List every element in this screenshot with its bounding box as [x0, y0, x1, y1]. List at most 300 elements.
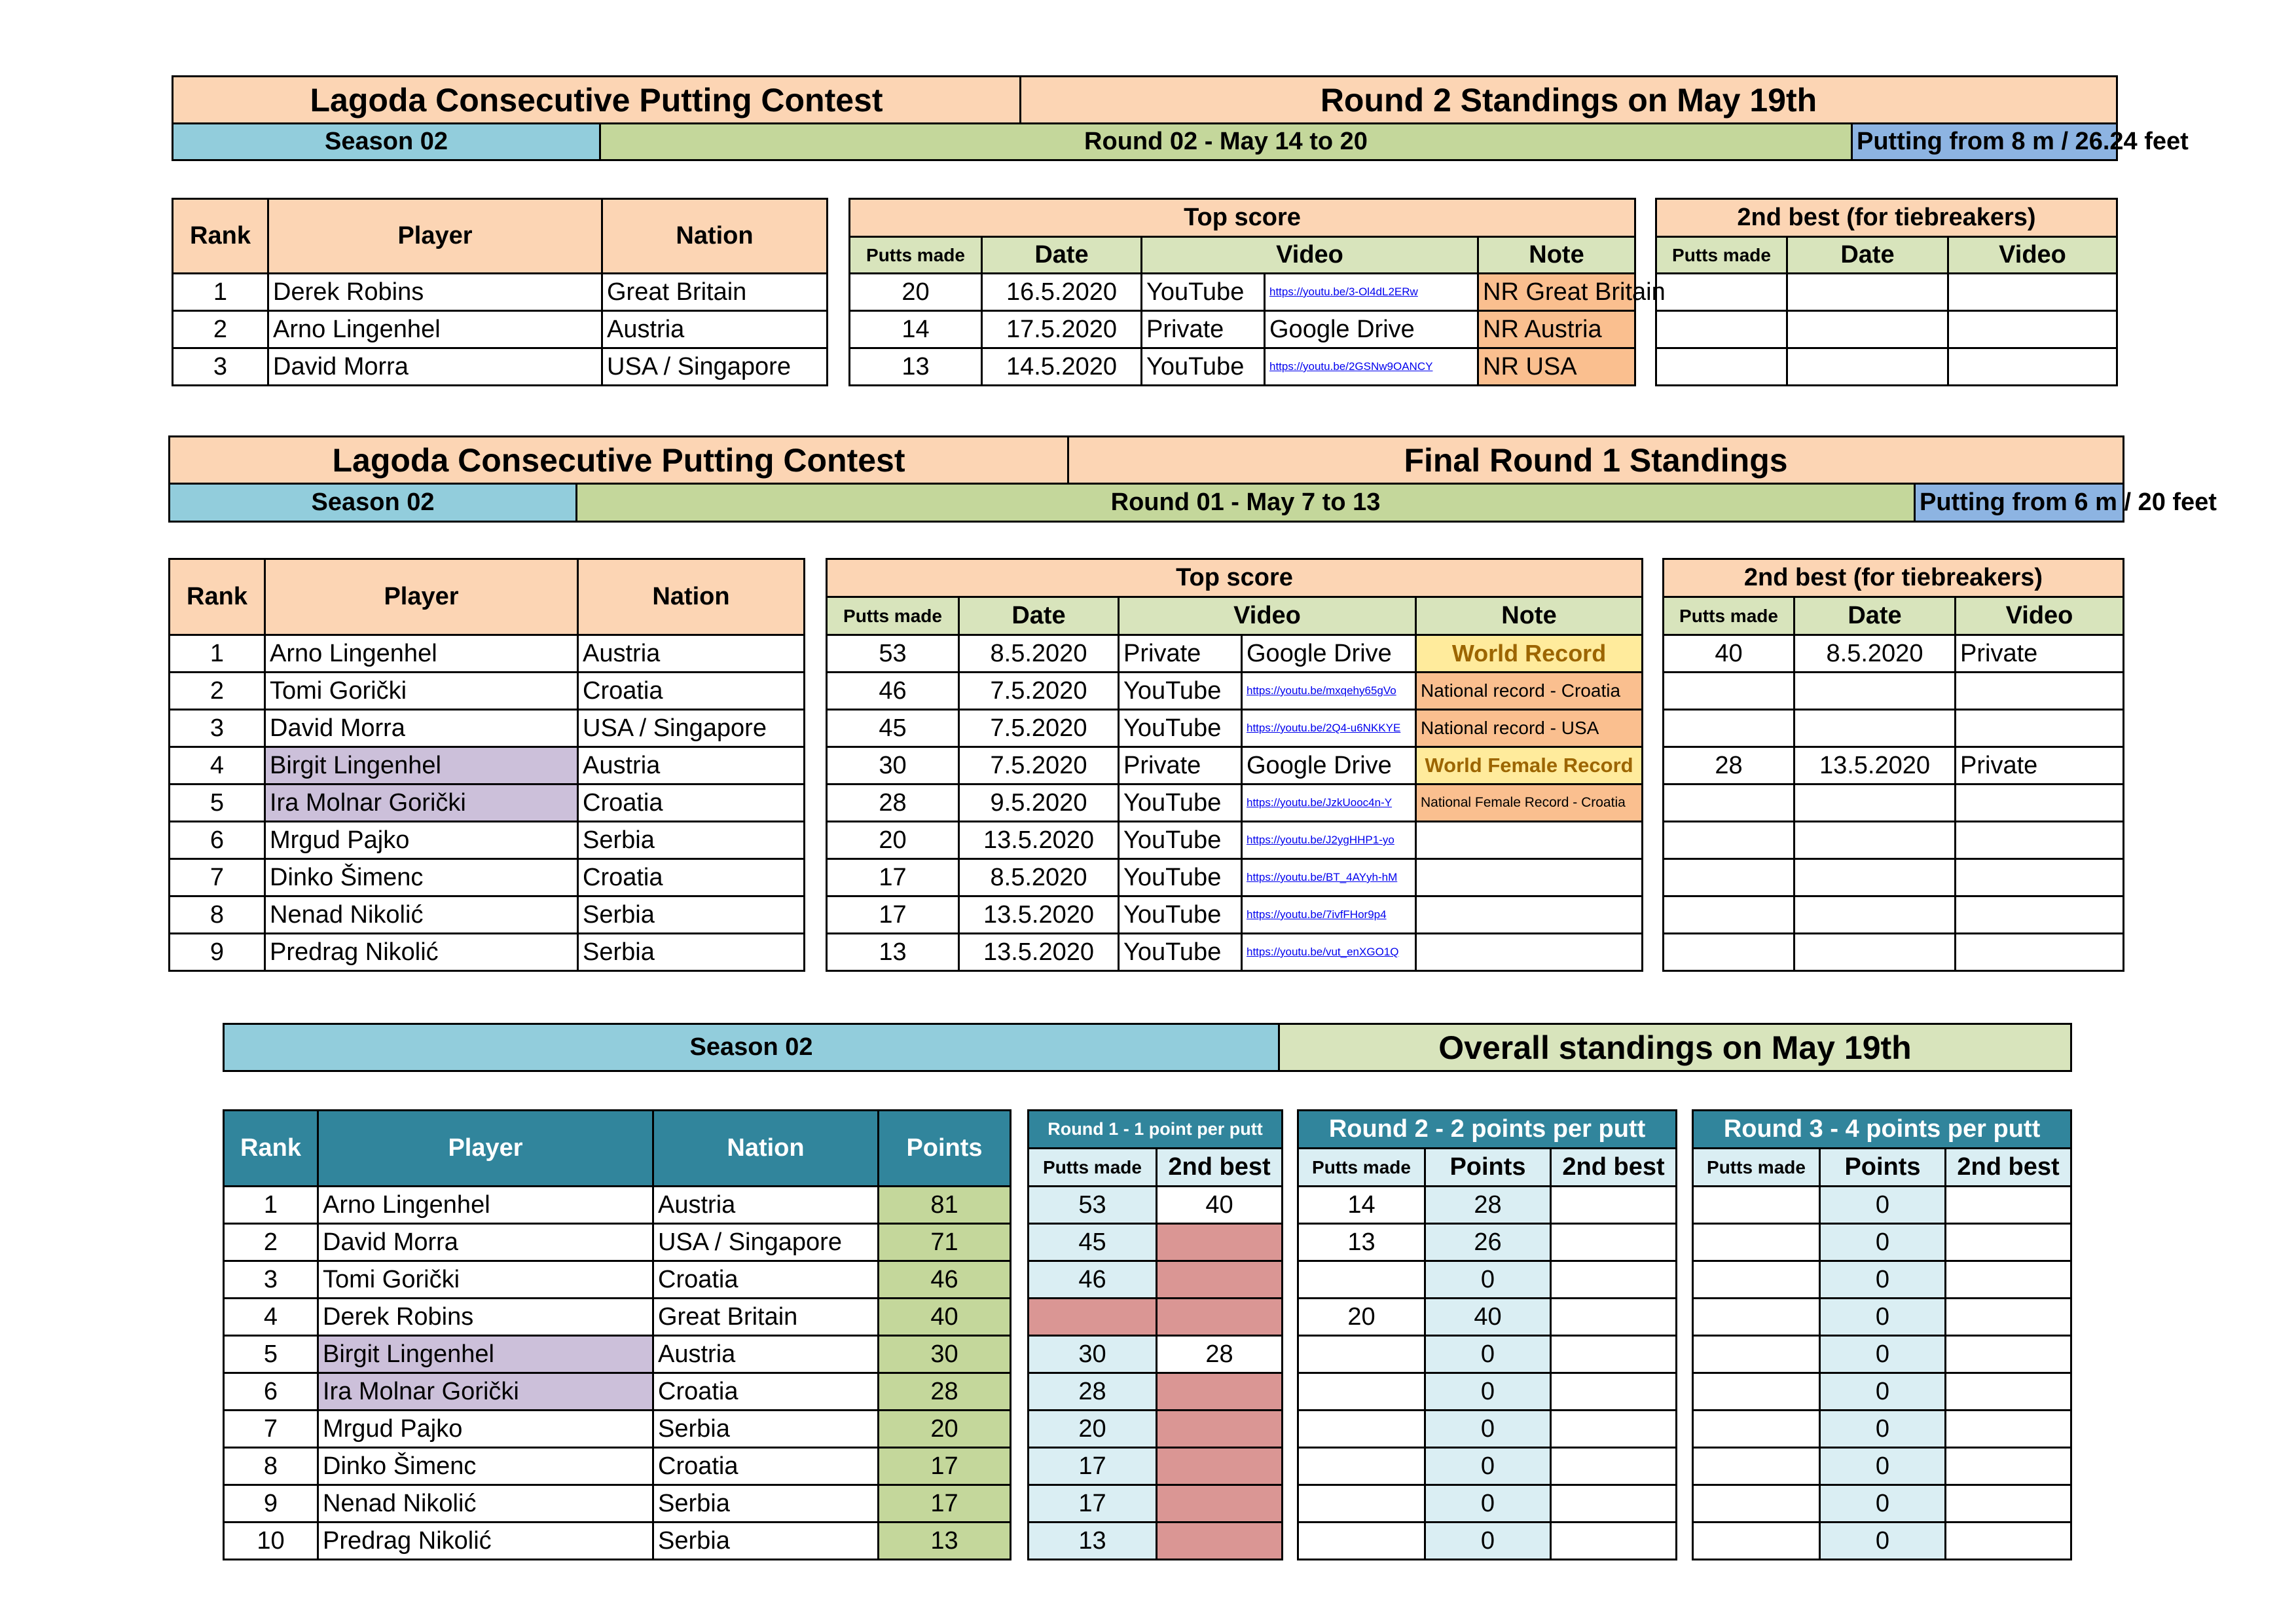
putts-cell: 28 — [827, 784, 959, 822]
round2-player-row — [173, 348, 828, 386]
putts-cell — [1693, 1448, 1820, 1485]
nation-cell: Serbia — [578, 822, 805, 859]
putts-cell: 28 — [1029, 1373, 1157, 1411]
second-best-cell — [1157, 1224, 1283, 1261]
putts-cell — [1664, 822, 1795, 859]
round1-points-header: Round 1 - 1 point per putt — [1029, 1111, 1283, 1149]
second-best-cell — [1551, 1224, 1677, 1261]
putts-cell — [1664, 673, 1795, 710]
putts-cell — [1693, 1299, 1820, 1336]
player-cell: Dinko Šimenc — [265, 859, 578, 896]
putts-made-header: Putts made — [827, 597, 959, 635]
second-best-cell — [1946, 1261, 2071, 1299]
video-link-cell — [1265, 274, 1478, 311]
putts-cell — [1656, 274, 1787, 311]
round1-player-row — [170, 784, 805, 822]
second-best-cell — [1946, 1448, 2071, 1485]
putts-cell: 45 — [1029, 1224, 1157, 1261]
overall-round2-row — [1298, 1261, 1677, 1299]
points-cell: 28 — [1425, 1187, 1551, 1224]
rank-cell: 2 — [224, 1224, 318, 1261]
points-cell: 0 — [1820, 1411, 1946, 1448]
putts-cell: 13 — [1298, 1224, 1425, 1261]
points-cell: 0 — [1820, 1299, 1946, 1336]
overall-round3-row — [1693, 1299, 2071, 1336]
putts-cell: 14 — [1298, 1187, 1425, 1224]
second-best-cell — [1157, 1299, 1283, 1336]
putts-made-header: Putts made — [1693, 1149, 1820, 1187]
putts-cell: 17 — [827, 896, 959, 934]
date-cell: 9.5.2020 — [959, 784, 1119, 822]
video-source-cell: YouTube — [1142, 274, 1265, 311]
putts-cell: 14 — [850, 311, 982, 348]
second-best-header: 2nd best — [1551, 1149, 1677, 1187]
overall-round3-row — [1693, 1224, 2071, 1261]
video-cell — [1956, 934, 2124, 971]
round1-score-row — [827, 784, 1643, 822]
round2-secondbest-row — [1656, 311, 2117, 348]
overall-round2-row — [1298, 1448, 1677, 1485]
round1-secondbest-table — [1662, 558, 2124, 972]
points-cell: 0 — [1425, 1373, 1551, 1411]
rank-cell: 4 — [224, 1299, 318, 1336]
round1-player-row — [170, 934, 805, 971]
round1-distance: Putting from 6 m / 20 feet — [1915, 484, 2124, 522]
player-cell: Dinko Šimenc — [318, 1448, 653, 1485]
note-cell: World Female Record — [1416, 747, 1643, 784]
player-header: Player — [265, 559, 578, 635]
video-source-cell: YouTube — [1119, 934, 1242, 971]
video-link[interactable]: https://youtu.be/vut_enXGO1Q — [1247, 946, 1399, 958]
putts-cell — [1693, 1373, 1820, 1411]
second-best-header: 2nd best (for tiebreakers) — [1656, 199, 2117, 237]
note-cell: World Record — [1416, 635, 1643, 673]
putts-cell — [1298, 1261, 1425, 1299]
video-source-cell: Private — [1119, 747, 1242, 784]
overall-round3-row — [1693, 1261, 2071, 1299]
nation-cell: Austria — [578, 747, 805, 784]
putts-cell: 28 — [1664, 747, 1795, 784]
overall-player-row — [224, 1485, 1011, 1522]
second-best-cell: 28 — [1157, 1336, 1283, 1373]
second-best-cell — [1551, 1448, 1677, 1485]
overall-player-row — [224, 1448, 1011, 1485]
overall-round3-row — [1693, 1448, 2071, 1485]
putts-cell: 40 — [1664, 635, 1795, 673]
nation-cell: Croatia — [653, 1373, 879, 1411]
date-header: Date — [1787, 237, 1948, 274]
points-cell: 28 — [879, 1373, 1011, 1411]
player-cell: Predrag Nikolić — [318, 1522, 653, 1560]
date-cell: 17.5.2020 — [982, 311, 1142, 348]
overall-round2-row — [1298, 1224, 1677, 1261]
second-best-cell — [1946, 1299, 2071, 1336]
overall-player-row — [224, 1411, 1011, 1448]
putts-cell: 13 — [827, 934, 959, 971]
points-cell: 81 — [879, 1187, 1011, 1224]
date-cell — [1787, 274, 1948, 311]
note-cell: National record - Croatia — [1416, 673, 1643, 710]
overall-round3-row — [1693, 1336, 2071, 1373]
putts-cell — [1693, 1411, 1820, 1448]
round1-secondbest-row — [1664, 747, 2124, 784]
date-cell — [1795, 934, 1956, 971]
putts-cell — [1664, 784, 1795, 822]
putts-made-header: Putts made — [850, 237, 982, 274]
round1-secondbest-row — [1664, 710, 2124, 747]
putts-cell: 13 — [1029, 1522, 1157, 1560]
putts-cell — [1693, 1522, 1820, 1560]
video-cell: Private — [1956, 747, 2124, 784]
overall-season: Season 02 — [224, 1024, 1279, 1071]
nation-cell: Croatia — [653, 1261, 879, 1299]
rank-cell: 5 — [170, 784, 265, 822]
rank-cell: 3 — [170, 710, 265, 747]
rank-cell: 3 — [173, 348, 268, 386]
date-cell — [1795, 710, 1956, 747]
video-link-cell — [1242, 784, 1416, 822]
player-cell: Ira Molnar Gorički — [265, 784, 578, 822]
round1-score-row — [827, 896, 1643, 934]
player-cell: Arno Lingenhel — [268, 311, 602, 348]
second-best-cell — [1551, 1187, 1677, 1224]
round1-player-row — [170, 710, 805, 747]
date-cell: 7.5.2020 — [959, 747, 1119, 784]
video-link-cell — [1265, 348, 1478, 386]
overall-round1-row — [1029, 1411, 1283, 1448]
overall-round1-row — [1029, 1373, 1283, 1411]
overall-round3-row — [1693, 1485, 2071, 1522]
note-cell: NR Austria — [1478, 311, 1635, 348]
overall-round3-row — [1693, 1411, 2071, 1448]
overall-player-row — [224, 1224, 1011, 1261]
round1-secondbest-row — [1664, 896, 2124, 934]
second-best-header: 2nd best — [1157, 1149, 1283, 1187]
round2-score-row — [850, 348, 1635, 386]
round2-standings-title: Round 2 Standings on May 19th — [1021, 77, 2117, 124]
player-cell: Birgit Lingenhel — [318, 1336, 653, 1373]
points-cell: 0 — [1820, 1336, 1946, 1373]
second-best-cell — [1946, 1187, 2071, 1224]
second-best-cell — [1157, 1261, 1283, 1299]
round1-player-row — [170, 635, 805, 673]
round2-banner — [172, 75, 2189, 161]
points-cell: 0 — [1820, 1187, 1946, 1224]
overall-player-row — [224, 1522, 1011, 1560]
overall-round1-row — [1029, 1485, 1283, 1522]
putts-cell — [1029, 1299, 1157, 1336]
nation-cell: USA / Singapore — [602, 348, 828, 386]
nation-cell: Austria — [578, 635, 805, 673]
video-link[interactable]: https://youtu.be/BT_4AYyh-hM — [1247, 871, 1398, 883]
overall-round3-row — [1693, 1373, 2071, 1411]
overall-round2-row — [1298, 1411, 1677, 1448]
putts-cell — [1298, 1522, 1425, 1560]
rank-cell: 1 — [173, 274, 268, 311]
nation-cell: Serbia — [578, 934, 805, 971]
overall-round2-row — [1298, 1336, 1677, 1373]
overall-round1-row — [1029, 1299, 1283, 1336]
player-cell: Nenad Nikolić — [318, 1485, 653, 1522]
overall-round2-row — [1298, 1485, 1677, 1522]
nation-cell: Austria — [653, 1336, 879, 1373]
video-source-cell: Private — [1142, 311, 1265, 348]
video-link[interactable]: https://youtu.be/mxqehy65gVo — [1247, 684, 1396, 697]
nation-cell: Great Britain — [653, 1299, 879, 1336]
rank-cell: 10 — [224, 1522, 318, 1560]
second-best-cell — [1551, 1299, 1677, 1336]
putts-cell: 30 — [827, 747, 959, 784]
date-header: Date — [959, 597, 1119, 635]
points-cell: 30 — [879, 1336, 1011, 1373]
video-link[interactable]: https://youtu.be/JzkUooc4n-Y — [1247, 796, 1393, 809]
putts-made-header: Putts made — [1298, 1149, 1425, 1187]
round1-score-row — [827, 747, 1643, 784]
second-best-cell — [1157, 1485, 1283, 1522]
player-header: Player — [268, 199, 602, 274]
round1-season: Season 02 — [170, 484, 577, 522]
putts-cell: 20 — [1298, 1299, 1425, 1336]
round2-secondbest-table — [1655, 198, 2118, 386]
video-header: Video — [1142, 237, 1478, 274]
rank-cell: 2 — [170, 673, 265, 710]
second-best-cell — [1157, 1522, 1283, 1560]
second-best-header: 2nd best — [1946, 1149, 2071, 1187]
putts-cell — [1656, 348, 1787, 386]
note-cell: National record - USA — [1416, 710, 1643, 747]
nation-cell: Croatia — [578, 859, 805, 896]
video-cell — [1948, 311, 2117, 348]
putts-cell: 20 — [850, 274, 982, 311]
note-cell — [1416, 934, 1643, 971]
note-cell: NR USA — [1478, 348, 1635, 386]
nation-cell: Austria — [602, 311, 828, 348]
second-best-cell — [1551, 1373, 1677, 1411]
round1-player-row — [170, 859, 805, 896]
second-best-cell — [1946, 1485, 2071, 1522]
second-best-cell — [1551, 1485, 1677, 1522]
putts-cell — [1693, 1187, 1820, 1224]
player-cell: Nenad Nikolić — [265, 896, 578, 934]
date-cell — [1795, 784, 1956, 822]
nation-cell: Great Britain — [602, 274, 828, 311]
player-cell: Predrag Nikolić — [265, 934, 578, 971]
putts-cell: 13 — [850, 348, 982, 386]
rank-cell: 6 — [170, 822, 265, 859]
round1-player-row — [170, 673, 805, 710]
points-cell: 46 — [879, 1261, 1011, 1299]
round1-secondbest-row — [1664, 673, 2124, 710]
putts-cell — [1298, 1485, 1425, 1522]
nation-cell: Serbia — [653, 1485, 879, 1522]
video-header: Video — [1948, 237, 2117, 274]
top-score-header: Top score — [850, 199, 1635, 237]
points-cell: 0 — [1820, 1224, 1946, 1261]
overall-round1-row — [1029, 1187, 1283, 1224]
player-cell: Birgit Lingenhel — [265, 747, 578, 784]
rank-cell: 3 — [224, 1261, 318, 1299]
note-header: Note — [1478, 237, 1635, 274]
nation-cell: Croatia — [578, 673, 805, 710]
points-subheader: Points — [1425, 1149, 1551, 1187]
video-host[interactable]: Google Drive — [1247, 751, 1392, 779]
second-best-cell — [1946, 1522, 2071, 1560]
putts-cell: 20 — [827, 822, 959, 859]
putts-cell — [1693, 1336, 1820, 1373]
overall-player-row — [224, 1373, 1011, 1411]
video-link-cell — [1242, 710, 1416, 747]
putts-cell — [1298, 1336, 1425, 1373]
points-header: Points — [879, 1111, 1011, 1187]
putts-cell: 17 — [1029, 1448, 1157, 1485]
putts-cell: 17 — [1029, 1485, 1157, 1522]
player-cell: Mrgud Pajko — [265, 822, 578, 859]
video-source-cell: YouTube — [1142, 348, 1265, 386]
points-cell: 17 — [879, 1448, 1011, 1485]
video-source-cell: YouTube — [1119, 673, 1242, 710]
video-link-cell — [1242, 859, 1416, 896]
round1-player-row — [170, 747, 805, 784]
second-best-cell — [1946, 1373, 2071, 1411]
video-source-cell: YouTube — [1119, 822, 1242, 859]
second-best-cell — [1551, 1411, 1677, 1448]
player-cell: David Morra — [268, 348, 602, 386]
nation-cell: Croatia — [653, 1448, 879, 1485]
second-best-cell — [1946, 1411, 2071, 1448]
round2-points-header: Round 2 - 2 points per putt — [1298, 1111, 1677, 1149]
points-cell: 40 — [879, 1299, 1011, 1336]
video-host[interactable]: Google Drive — [1247, 639, 1392, 667]
points-cell: 26 — [1425, 1224, 1551, 1261]
overall-round3-table — [1692, 1109, 2072, 1560]
date-cell: 8.5.2020 — [959, 635, 1119, 673]
video-cell — [1956, 822, 2124, 859]
date-header: Date — [982, 237, 1142, 274]
points-cell: 0 — [1425, 1522, 1551, 1560]
overall-round2-table — [1297, 1109, 1677, 1560]
points-cell: 0 — [1820, 1485, 1946, 1522]
points-cell: 13 — [879, 1522, 1011, 1560]
overall-round2-row — [1298, 1522, 1677, 1560]
round2-players-table — [172, 198, 828, 386]
putts-cell: 53 — [1029, 1187, 1157, 1224]
putts-cell: 17 — [827, 859, 959, 896]
putts-cell: 30 — [1029, 1336, 1157, 1373]
rank-cell: 8 — [224, 1448, 318, 1485]
round1-score-row — [827, 859, 1643, 896]
round1-score-row — [827, 673, 1643, 710]
rank-cell: 7 — [224, 1411, 318, 1448]
rank-cell: 2 — [173, 311, 268, 348]
putts-cell — [1664, 859, 1795, 896]
round1-secondbest-row — [1664, 784, 2124, 822]
video-link[interactable]: https://youtu.be/J2ygHHP1-yo — [1247, 834, 1394, 846]
round1-score-row — [827, 934, 1643, 971]
round3-points-header: Round 3 - 4 points per putt — [1693, 1111, 2071, 1149]
putts-cell: 53 — [827, 635, 959, 673]
putts-cell — [1664, 710, 1795, 747]
overall-player-row — [224, 1336, 1011, 1373]
player-cell: David Morra — [318, 1224, 653, 1261]
round1-topscore-table — [826, 558, 1643, 972]
round2-season: Season 02 — [173, 124, 600, 160]
video-cell — [1956, 859, 2124, 896]
putts-cell — [1693, 1485, 1820, 1522]
player-cell: Ira Molnar Gorički — [318, 1373, 653, 1411]
video-header: Video — [1119, 597, 1416, 635]
round2-score-row — [850, 274, 1635, 311]
date-cell — [1795, 896, 1956, 934]
date-cell: 13.5.2020 — [959, 896, 1119, 934]
overall-banner — [223, 1023, 2072, 1072]
nation-cell: Serbia — [653, 1522, 879, 1560]
video-cell — [1948, 348, 2117, 386]
overall-player-row — [224, 1187, 1011, 1224]
putts-cell — [1693, 1224, 1820, 1261]
video-link[interactable]: https://youtu.be/2GSNw9OANCY — [1269, 360, 1433, 373]
date-cell: 7.5.2020 — [959, 673, 1119, 710]
video-link[interactable]: https://youtu.be/7ivfFHor9p4 — [1247, 908, 1387, 921]
date-cell: 13.5.2020 — [959, 822, 1119, 859]
rank-cell: 1 — [224, 1187, 318, 1224]
video-link-cell — [1265, 311, 1478, 348]
points-cell: 0 — [1425, 1485, 1551, 1522]
putts-cell — [1298, 1448, 1425, 1485]
points-cell: 40 — [1425, 1299, 1551, 1336]
points-cell: 0 — [1425, 1411, 1551, 1448]
round1-secondbest-row — [1664, 635, 2124, 673]
date-header: Date — [1795, 597, 1956, 635]
rank-header: Rank — [224, 1111, 318, 1187]
date-cell — [1787, 311, 1948, 348]
note-cell — [1416, 896, 1643, 934]
video-link-cell — [1242, 673, 1416, 710]
video-cell — [1948, 274, 2117, 311]
date-cell — [1795, 859, 1956, 896]
round2-secondbest-row — [1656, 274, 2117, 311]
overall-round1-row — [1029, 1336, 1283, 1373]
second-best-cell — [1551, 1261, 1677, 1299]
second-best-cell: 40 — [1157, 1187, 1283, 1224]
date-cell: 13.5.2020 — [959, 934, 1119, 971]
video-host[interactable]: Google Drive — [1269, 315, 1415, 343]
nation-cell: Serbia — [578, 896, 805, 934]
points-cell: 71 — [879, 1224, 1011, 1261]
video-link[interactable]: https://youtu.be/3-Ol4dL2ERw — [1269, 286, 1418, 298]
nation-cell: Austria — [653, 1187, 879, 1224]
round1-score-row — [827, 710, 1643, 747]
overall-round3-row — [1693, 1522, 2071, 1560]
player-cell: Tomi Gorički — [318, 1261, 653, 1299]
putts-cell: 46 — [1029, 1261, 1157, 1299]
player-cell: Mrgud Pajko — [318, 1411, 653, 1448]
points-cell: 0 — [1425, 1448, 1551, 1485]
date-cell — [1795, 822, 1956, 859]
date-cell: 13.5.2020 — [1795, 747, 1956, 784]
round1-secondbest-row — [1664, 934, 2124, 971]
points-subheader: Points — [1820, 1149, 1946, 1187]
overall-player-row — [224, 1261, 1011, 1299]
video-source-cell: YouTube — [1119, 859, 1242, 896]
video-link[interactable]: https://youtu.be/2Q4-u6NKKYE — [1247, 722, 1401, 734]
player-cell: David Morra — [265, 710, 578, 747]
video-source-cell: YouTube — [1119, 710, 1242, 747]
second-best-cell — [1157, 1448, 1283, 1485]
video-cell — [1956, 710, 2124, 747]
putts-cell — [1664, 934, 1795, 971]
round1-banner — [168, 435, 2217, 523]
putts-cell — [1664, 896, 1795, 934]
